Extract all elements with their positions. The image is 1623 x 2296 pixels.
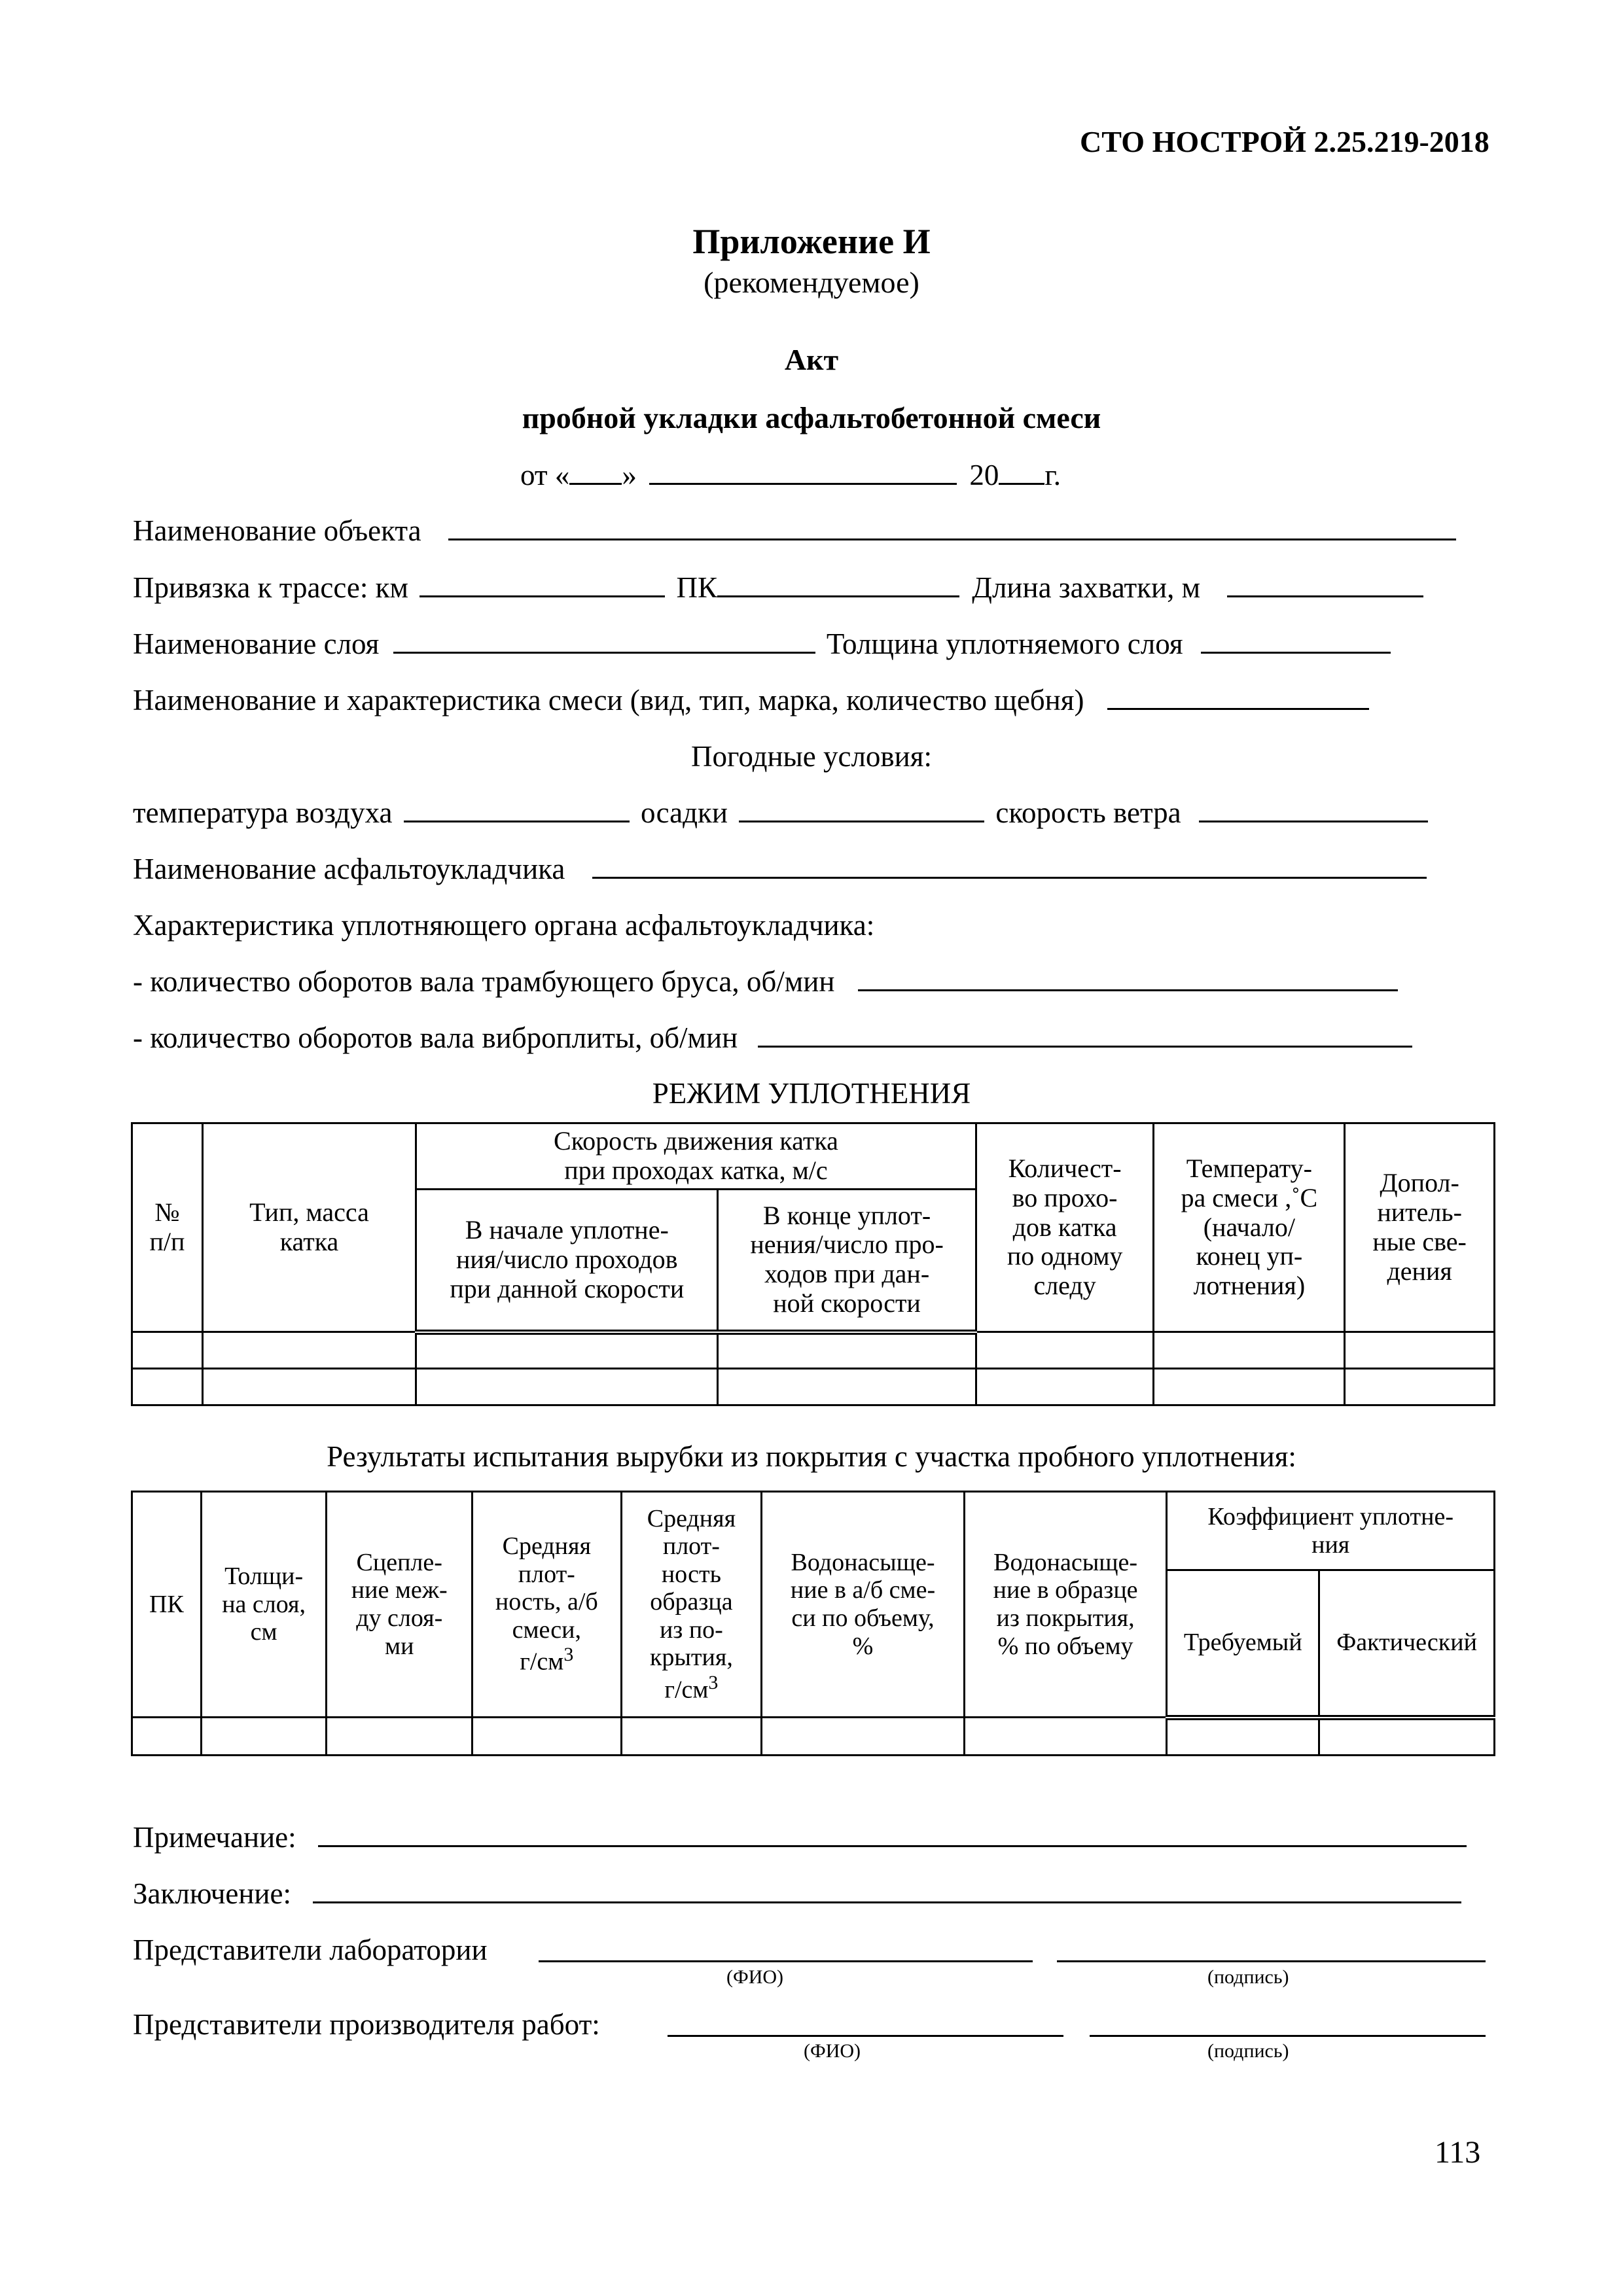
mix-blank xyxy=(1107,683,1369,710)
contractor-signature-blank xyxy=(1090,2035,1486,2037)
header-pk: ПК xyxy=(132,1492,202,1718)
layer-row xyxy=(133,627,1391,661)
mix-characteristics-label: Наименование и характеристика смеси (вид, тип, марка, количество щебня) xyxy=(133,684,1084,716)
object-name-label: Наименование объекта xyxy=(133,514,421,547)
layer-thickness-label: Толщина уплотняемого слоя xyxy=(826,627,1183,660)
paver-name-label: Наименование асфальтоукладчика xyxy=(133,853,565,885)
plate-rpm-label: - количество оборотов вала виброплиты, об/мин xyxy=(133,1021,738,1054)
table-cell xyxy=(718,1332,976,1369)
lab-signature-blank xyxy=(1057,1960,1486,1962)
wind-speed-blank xyxy=(1199,796,1428,822)
binding-km-label: Привязка к трассе: км xyxy=(133,571,408,604)
date-year: 20 xyxy=(969,459,999,491)
header-speed-group: Скорость движения катка при проходах катка, м/с xyxy=(416,1123,976,1190)
table-cell xyxy=(202,1332,416,1369)
wind-speed-label: скорость ветра xyxy=(995,796,1181,829)
table-cell xyxy=(1345,1332,1495,1369)
table-cell xyxy=(621,1718,762,1756)
pk-blank xyxy=(717,571,959,597)
appendix-note: (рекомендуемое) xyxy=(704,266,919,299)
header-avg-density-mix xyxy=(473,1492,622,1718)
table-cell xyxy=(416,1369,718,1405)
table-cell xyxy=(976,1369,1154,1405)
contractor-reps-row xyxy=(133,2007,600,2041)
header-roller: Тип, масса катка xyxy=(202,1123,416,1332)
year-blank xyxy=(999,458,1044,485)
note-label: Примечание: xyxy=(133,1821,296,1854)
air-temp-blank xyxy=(404,796,630,822)
weather-title: Погодные условия: xyxy=(691,740,932,773)
capture-length-label: Длина захватки, м xyxy=(972,571,1201,604)
header-speed-start: В начале уплотне- ния/число проходов при данной скорости xyxy=(416,1190,718,1332)
month-blank xyxy=(649,458,957,485)
precipitation-blank xyxy=(739,796,984,822)
header-actual: Фактический xyxy=(1319,1570,1495,1718)
table-row xyxy=(132,1369,1495,1405)
paver-row xyxy=(133,852,1427,886)
contractor-fio-caption: (ФИО) xyxy=(804,2040,861,2062)
note-blank xyxy=(318,1820,1467,1847)
lab-fio-caption: (ФИО) xyxy=(726,1966,784,1988)
object-name-blank xyxy=(448,514,1456,540)
header-passes: Количест- во прохо- дов катка по одному следу xyxy=(976,1123,1154,1332)
table-cell xyxy=(1319,1718,1495,1756)
table-cell xyxy=(202,1369,416,1405)
lab-fio-blank xyxy=(539,1960,1033,1962)
layer-name-label: Наименование слоя xyxy=(133,627,380,660)
km-blank xyxy=(419,571,665,597)
contractor-reps-label: Представители производителя работ: xyxy=(133,2008,600,2041)
header-extra: Допол- нитель- ные све- дения xyxy=(1345,1123,1495,1332)
act-date-line xyxy=(520,458,1061,492)
header-avg-density-sample xyxy=(621,1492,762,1718)
mix-row xyxy=(133,683,1369,717)
cores-table xyxy=(131,1491,1495,1756)
plate-rpm-blank xyxy=(758,1021,1412,1048)
tamper-row xyxy=(133,964,1398,998)
pk-label: ПК xyxy=(676,571,717,604)
table-cell xyxy=(1154,1332,1345,1369)
tamper-rpm-label: - количество оборотов вала трамбующего бруса, об/мин xyxy=(133,965,835,998)
tamper-rpm-blank xyxy=(858,964,1398,991)
header-water-mix: Водонасыще- ние в а/б сме- си по объему, % xyxy=(762,1492,965,1718)
contractor-signature-caption: (подпись) xyxy=(1207,2040,1289,2062)
header-thickness: Толщи- на слоя, см xyxy=(201,1492,327,1718)
note-row xyxy=(133,1820,1467,1854)
lab-reps-label: Представители лаборатории xyxy=(133,1934,488,1966)
precipitation-label: осадки xyxy=(640,796,728,829)
conclusion-row xyxy=(133,1877,1461,1911)
table-row xyxy=(132,1332,1495,1369)
table-cell xyxy=(327,1718,473,1756)
appendix-title: Приложение И xyxy=(692,222,931,261)
table-row xyxy=(132,1718,1495,1756)
layer-thickness-blank xyxy=(1201,627,1391,654)
layer-name-blank xyxy=(393,627,815,654)
table-cell xyxy=(416,1332,718,1369)
header-speed-end: В конце уплот- нения/число про- ходов при дан- ной скорости xyxy=(718,1190,976,1332)
air-temp-label: температура воздуха xyxy=(133,796,393,829)
compaction-table-title: РЕЖИМ УПЛОТНЕНИЯ xyxy=(652,1077,971,1110)
date-prefix: от « xyxy=(520,459,570,491)
lab-signature-caption: (подпись) xyxy=(1207,1966,1289,1988)
avg-density-mix-text: Средняя плот- ность, а/б смеси, г/см xyxy=(495,1532,598,1676)
header-required: Требуемый xyxy=(1167,1570,1319,1718)
unit-power: 3 xyxy=(708,1672,719,1694)
table-cell xyxy=(201,1718,327,1756)
header-adhesion: Сцепле- ние меж- ду слоя- ми xyxy=(327,1492,473,1718)
conclusion-label: Заключение: xyxy=(133,1877,291,1910)
table-cell xyxy=(964,1718,1167,1756)
table-cell xyxy=(473,1718,622,1756)
table-cell xyxy=(132,1332,203,1369)
header-coef-group: Коэффициент уплотне- ния xyxy=(1167,1492,1495,1570)
table-cell xyxy=(1167,1718,1319,1756)
page-number: 113 xyxy=(1435,2135,1481,2170)
date-suffix: г. xyxy=(1044,459,1061,491)
plate-row xyxy=(133,1021,1412,1055)
table-cell xyxy=(762,1718,965,1756)
act-title: Акт xyxy=(784,343,839,376)
table-cell xyxy=(132,1718,202,1756)
compaction-table xyxy=(131,1122,1495,1406)
unit-power: 3 xyxy=(563,1644,574,1666)
paver-name-blank xyxy=(592,852,1427,879)
conclusion-blank xyxy=(313,1877,1461,1903)
table-cell xyxy=(132,1369,203,1405)
table-cell xyxy=(718,1369,976,1405)
cores-table-title: Результаты испытания вырубки из покрытия с участка пробного уплотнения: xyxy=(327,1440,1296,1473)
table-cell xyxy=(1154,1369,1345,1405)
table-cell xyxy=(1345,1369,1495,1405)
date-mid: » xyxy=(622,459,637,491)
contractor-fio-blank xyxy=(668,2035,1063,2037)
lab-reps-row xyxy=(133,1933,488,1967)
avg-density-sample-text: Средняя плот- ность образца из по- крытия, г/см xyxy=(647,1504,736,1704)
object-name-row xyxy=(133,514,1456,548)
table-cell xyxy=(976,1332,1154,1369)
standard-code: СТО НОСТРОЙ 2.25.219-2018 xyxy=(1080,125,1489,158)
header-water-sample: Водонасыще- ние в образце из покрытия, % по объему xyxy=(964,1492,1167,1718)
compactor-char-label: Характеристика уплотняющего органа асфальтоукладчика: xyxy=(133,909,875,942)
binding-row xyxy=(133,571,1423,605)
day-blank xyxy=(569,458,622,485)
act-subtitle: пробной укладки асфальтобетонной смеси xyxy=(522,401,1101,434)
capture-length-blank xyxy=(1227,571,1423,597)
header-temperature: Температу- ра смеси ,˚С (начало/ конец уп- лотнения) xyxy=(1154,1123,1345,1332)
header-num: № п/п xyxy=(132,1123,203,1332)
weather-row xyxy=(133,796,1428,830)
